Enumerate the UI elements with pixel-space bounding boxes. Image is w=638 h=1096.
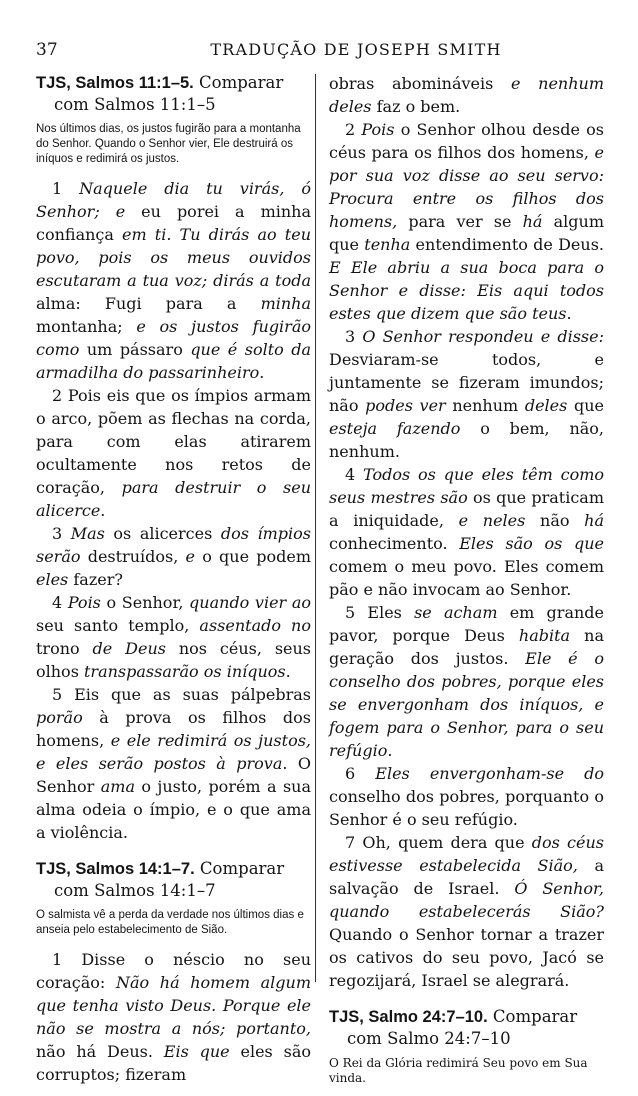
verse: 4 Pois o Senhor, quando vier ao seu santo templo, assentado no trono de Deus nos céus, seus olhos transpassarão os iníquos.	[36, 593, 312, 681]
verse: 1 Naquele dia tu virás, ó Senhor; e eu porei a minha confiança em ti. Tu dirás ao teu povo, pois os meus ouvidos escutaram a tua voz; dirás a toda alma: Fugi para a minha montanha; e os justos fugirão como um pássaro que é solto da armadilha do passarinheiro.	[36, 179, 312, 382]
section-summary: Nos últimos dias, os justos fugirão para a montanha do Senhor. Quando o Senhor vier, Ele destruirá os iníquos e redimirá os justos.	[36, 123, 301, 165]
verse: 6 Eles envergonham-se do conselho dos pobres, porquanto o Senhor é o seu refúgio.	[329, 764, 604, 829]
verse: 2 Pois o Senhor olhou desde os céus para os filhos dos homens, e por sua voz disse ao seu servo: Procura entre os filhos dos homens, para ver se há algum que tenha entendimento de Deus. E Ele abriu a sua boca para o Senhor e disse: Eis aqui todos estes que dizem que são teus.	[329, 120, 604, 323]
left-column	[36, 72, 311, 1086]
verse-list	[329, 118, 604, 992]
section-summary: O Rei da Glória redimirá Seu povo em Sua vinda.	[329, 1056, 588, 1085]
section-heading: TJS, Salmo 24:7–10. Comparar com Salmo 24:7–10	[329, 1007, 578, 1048]
verse: 5 Eis que as suas pálpebras porão à prova os filhos dos homens, e ele redimirá os justos, e eles serão postos à prova. O Senhor ama o justo, porém a sua alma odeia o ímpio, e o que ama a violência.	[36, 685, 312, 842]
verse: 1 Disse o néscio no seu coração: Não há homem algum que tenha visto Deus. Porque ele não se mostra a nós; portanto, não há Deus. Eis que eles são corruptos; fizeram	[36, 950, 312, 1084]
section-heading: TJS, Salmos 11:1–5. Comparar com Salmos 11:1–5	[36, 73, 284, 114]
verse-list	[36, 948, 311, 1086]
section-heading: TJS, Salmos 14:1–7. Comparar com Salmos 14:1–7	[36, 859, 285, 900]
page-header	[36, 40, 606, 64]
verse: 3 O Senhor respondeu e disse: Desviaram-se todos, e juntamente se fizeram imundos; não podes ver nenhum deles que esteja fazendo o bem, não, nenhum.	[329, 327, 604, 461]
verse: 5 Eles se acham em grande pavor, porque Deus habita na geração dos justos. Ele é o conselho dos pobres, porque eles se envergonham dos iníquos, e fogem para o Senhor, para o seu refúgio.	[329, 603, 604, 760]
verse-list	[36, 177, 311, 844]
running-title: TRADUÇÃO DE JOSEPH SMITH	[210, 40, 502, 59]
column-divider	[315, 74, 316, 982]
verse: 4 Todos os que eles têm como seus mestres são os que praticam a iniquidade, e neles não há conhecimento. Eles são os que comem o meu povo. Eles comem pão e não invocam ao Senhor.	[329, 465, 605, 599]
section-summary: O salmista vê a perda da verdade nos últimos dias e anseia pelo estabelecimento de Sião.	[36, 909, 304, 936]
verse-continuation: obras abomináveis e nenhum deles faz o bem.	[329, 74, 604, 116]
verse: 7 Oh, quem dera que dos céus estivesse estabelecida Sião, a salvação de Israel. Ó Senhor, quando estabelecerás Sião? Quando o Senhor tornar a trazer os cativos do seu povo, Jacó se regozijará, Israel se alegrará.	[329, 833, 605, 990]
right-column	[329, 72, 604, 1096]
verse: 2 Pois eis que os ímpios armam o arco, põem as flechas na corda, para com elas atirarem ocultamente nos retos de coração, para destruir o seu alicerce.	[36, 386, 311, 520]
verse: 3 Mas os alicerces dos ímpios serão destruídos, e o que podem eles fazer?	[36, 524, 312, 589]
page-number: 37	[36, 40, 58, 60]
